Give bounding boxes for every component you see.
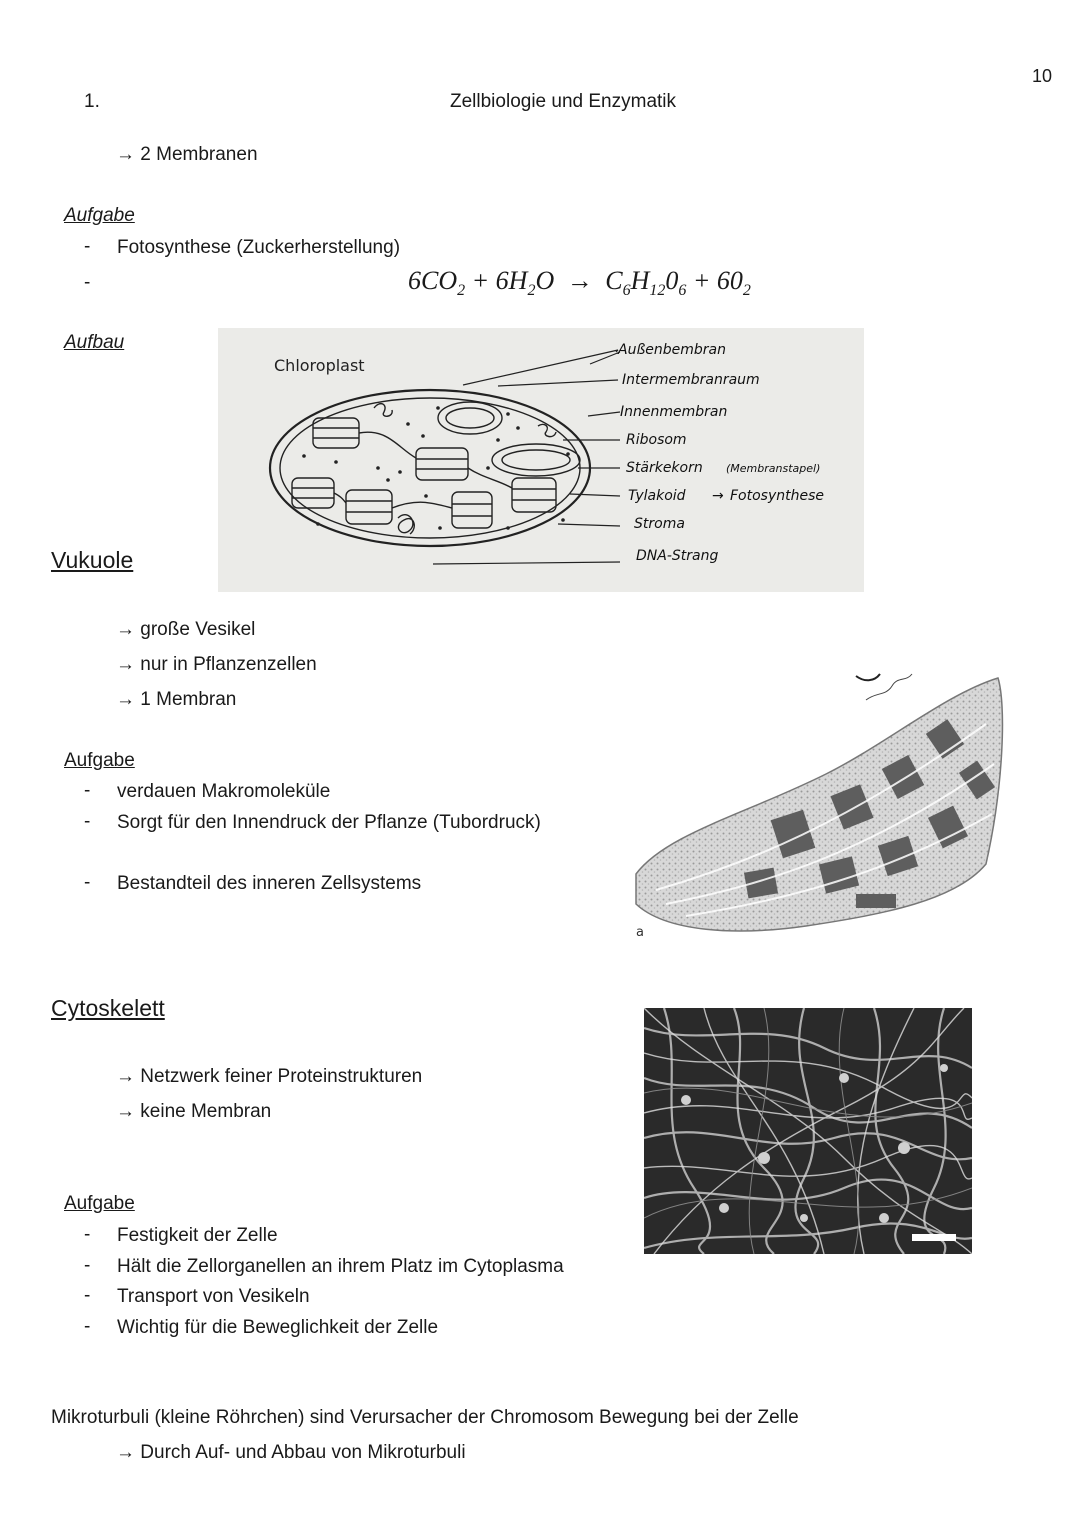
- formula-h: + 6H: [465, 266, 528, 295]
- vakuole-task-1: verdauen Makromoleküle: [117, 781, 331, 802]
- cytoskelett-aufgabe-heading: Aufgabe: [64, 1193, 135, 1214]
- vakuole-heading: Vukuole: [51, 547, 134, 573]
- section-number: 1.: [84, 91, 100, 112]
- formula-o2: + 60: [686, 266, 743, 295]
- chloroplast-task-1: Fotosynthese (Zuckerherstellung): [117, 237, 401, 258]
- list-dash: -: [84, 811, 91, 832]
- list-dash: -: [84, 236, 91, 257]
- micrograph-image: [626, 664, 1028, 948]
- formula-sub: 2: [457, 282, 466, 300]
- chloroplast-membranes: → 2 Membranen: [116, 144, 258, 165]
- label-membranstapel: (Membranstapel): [726, 462, 821, 475]
- vakuole-task-2: Sorgt für den Innendruck der Pflanze (Tubordruck): [117, 812, 541, 833]
- formula-co2: 6CO: [408, 266, 458, 295]
- formula-c: C: [605, 266, 623, 295]
- footer-point: → Durch Auf- und Abbau von Mikroturbuli: [116, 1442, 466, 1463]
- label-intermembranraum: Intermembranraum: [622, 372, 760, 388]
- label-stroma: Stroma: [634, 516, 685, 532]
- label-arrow: →: [712, 488, 724, 504]
- cytoskelett-heading: Cytoskelett: [51, 995, 165, 1021]
- fiber-network-image: [644, 1008, 972, 1254]
- diagram-title: Chloroplast: [274, 356, 365, 375]
- list-dash: -: [84, 1285, 91, 1306]
- label-aussenmembran: Außenbembran: [618, 342, 726, 358]
- cytoskelett-point-2: → keine Membran: [116, 1101, 272, 1122]
- list-dash: -: [84, 272, 91, 293]
- formula-o: 0: [665, 266, 679, 295]
- formula-o: O: [535, 266, 555, 295]
- vakuole-micrograph: [626, 664, 1028, 948]
- chloroplast-aufgabe-heading: Aufgabe: [64, 205, 135, 226]
- list-dash: -: [84, 1316, 91, 1337]
- scale-bar: [912, 1234, 956, 1241]
- formula-sub: 6: [678, 282, 687, 300]
- label-innenmembran: Innenmembran: [620, 404, 728, 420]
- formula-sub: 2: [527, 282, 536, 300]
- vakuole-aufgabe-heading: Aufgabe: [64, 750, 135, 771]
- list-dash: -: [84, 1224, 91, 1245]
- photosynthesis-formula: [408, 266, 751, 300]
- list-dash: -: [84, 1255, 91, 1276]
- vakuole-point-2: → nur in Pflanzenzellen: [116, 654, 317, 675]
- cytoskelett-point-1: → Netzwerk feiner Proteinstrukturen: [116, 1066, 423, 1087]
- label-staerkekorn: Stärkekorn: [626, 460, 703, 476]
- formula-sub: 2: [742, 282, 751, 300]
- formula-arrow: →: [566, 266, 593, 295]
- cytoskelett-task-3: Transport von Vesikeln: [117, 1286, 310, 1307]
- chloroplast-diagram: [218, 328, 864, 592]
- page-number: 10: [1031, 66, 1052, 86]
- label-fotosynthese: Fotosynthese: [730, 488, 825, 504]
- chloroplast-aufbau-heading: Aufbau: [64, 332, 125, 353]
- cytoskelett-task-4: Wichtig für die Beweglichkeit der Zelle: [117, 1317, 439, 1338]
- cytoskelett-task-2: Hält die Zellorganellen an ihrem Platz im Cytoplasma: [117, 1256, 564, 1277]
- label-tylakoid: Tylakoid: [628, 488, 686, 504]
- micrograph-label: a: [636, 925, 644, 940]
- footer-sentence: Mikroturbuli (kleine Röhrchen) sind Verursacher der Chromosom Bewegung bei der Zelle: [51, 1407, 799, 1428]
- list-dash: -: [84, 872, 91, 893]
- label-dna-strang: DNA-Strang: [636, 548, 719, 564]
- cytoskelett-micrograph: [644, 1008, 972, 1254]
- cytoskelett-task-1: Festigkeit der Zelle: [117, 1225, 278, 1246]
- vakuole-point-1: → große Vesikel: [116, 619, 256, 640]
- list-dash: -: [84, 780, 91, 801]
- formula-sub: 12: [649, 282, 666, 300]
- header-title: Zellbiologie und Enzymatik: [450, 91, 677, 112]
- formula-h: H: [630, 266, 650, 295]
- formula-sub: 6: [622, 282, 631, 300]
- vakuole-task-3: Bestandteil des inneren Zellsystems: [117, 873, 422, 894]
- vakuole-point-3: → 1 Membran: [116, 689, 237, 710]
- label-ribosom: Ribosom: [626, 432, 687, 448]
